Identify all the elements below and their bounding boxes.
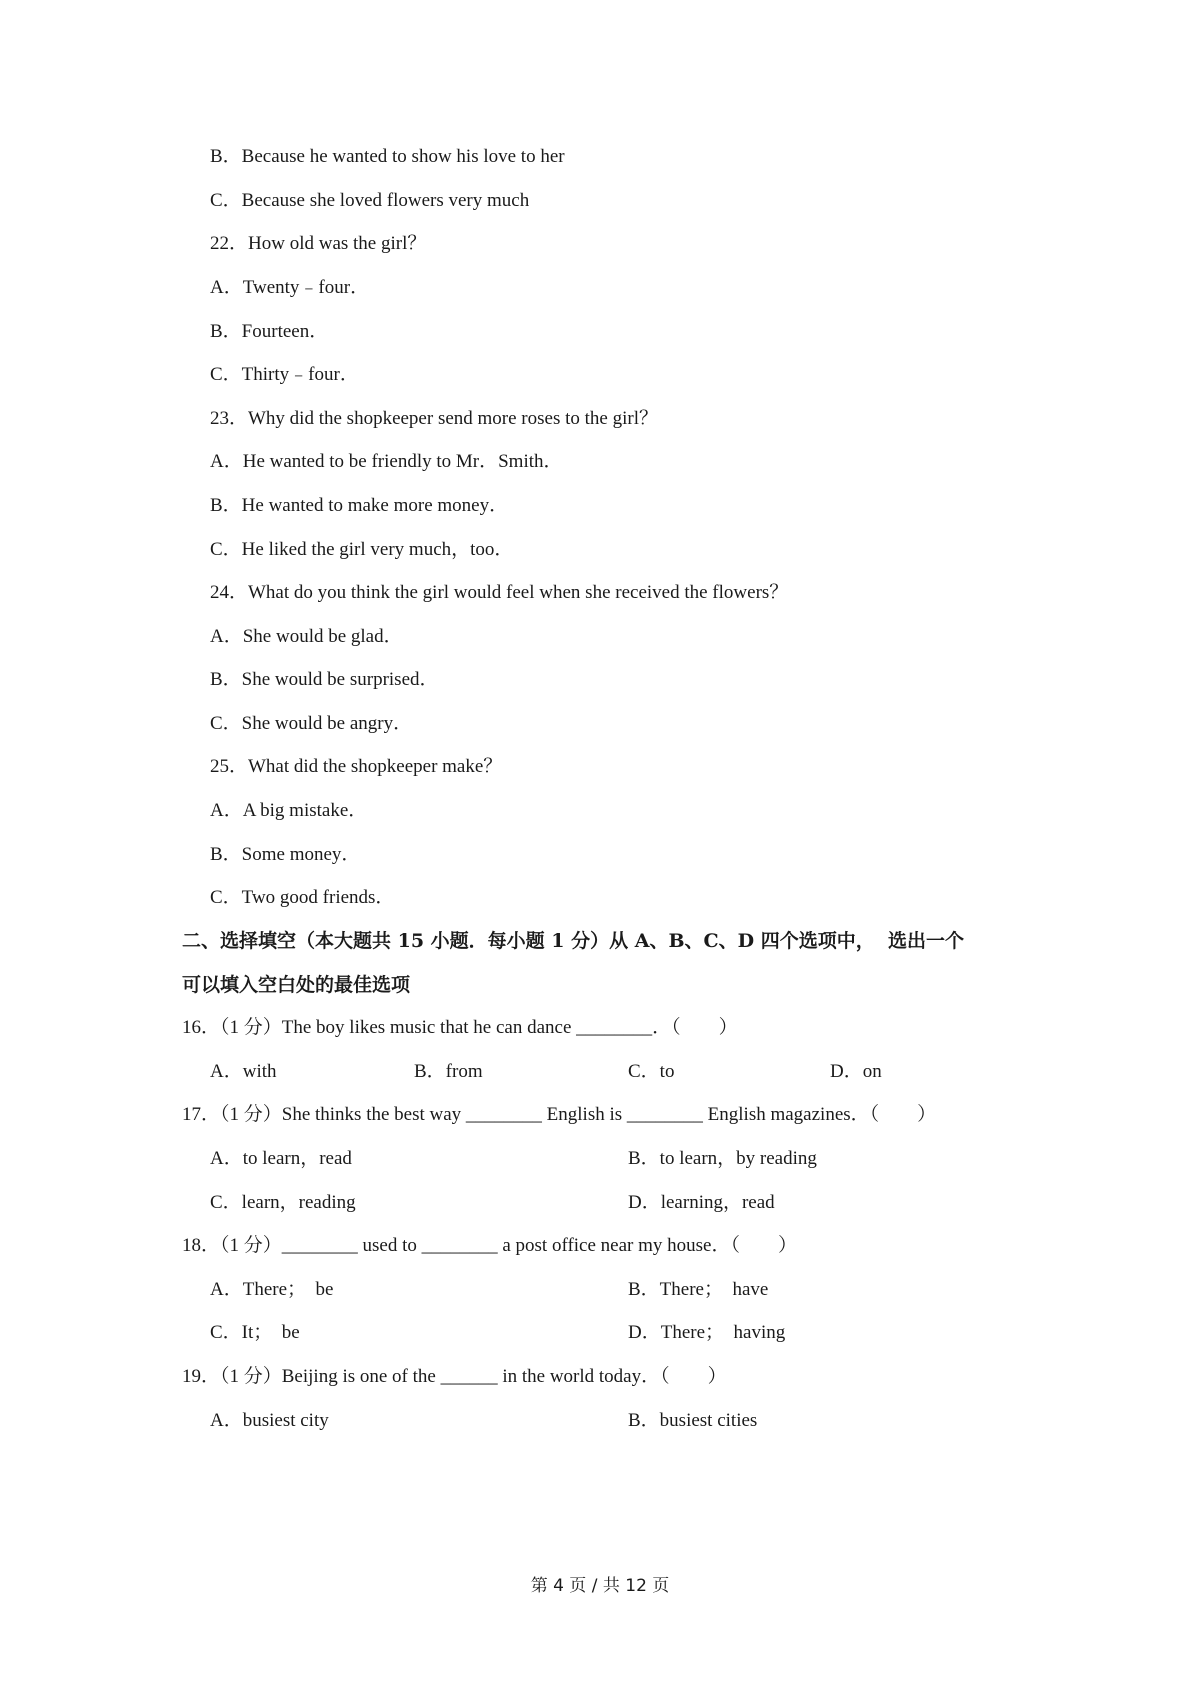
- q25-stem: 25．What did the shopkeeper make？: [210, 756, 503, 777]
- q24-option-b: B．She would be surprised．: [210, 669, 439, 690]
- q23-option-c: C．He liked the girl very much，too．: [210, 539, 514, 560]
- q19-stem: 19．（1 分）Beijing is one of the ______ in the world today．（ ）: [182, 1366, 727, 1387]
- page-footer: 第 4 页 / 共 12 页: [530, 1576, 670, 1596]
- q23-option-a: A．He wanted to be friendly to Mr．Smith．: [210, 451, 563, 472]
- q16-option-a: A．with: [210, 1061, 277, 1082]
- q16-option-b: B．from: [414, 1061, 483, 1082]
- q17-option-b: B．to learn，by reading: [628, 1148, 817, 1169]
- section-heading-line2: 可以填入空白处的最佳选项: [182, 974, 411, 996]
- q18-option-b: B．There； have: [628, 1279, 769, 1300]
- q19-option-a: A．busiest city: [210, 1410, 329, 1431]
- q17-option-c: C．learn，reading: [210, 1192, 356, 1213]
- q23-option-b: B．He wanted to make more money．: [210, 495, 509, 516]
- q24-option-c: C．She would be angry．: [210, 713, 413, 734]
- q22-option-a: A．Twenty﹣four．: [210, 277, 370, 298]
- q17-stem: 17．（1 分）She thinks the best way ________ English is ________ English magazines．（ ）: [182, 1104, 937, 1125]
- q22-option-c: C．Thirty﹣four．: [210, 364, 359, 385]
- q18-option-a: A．There； be: [210, 1279, 334, 1300]
- q23-stem: 23．Why did the shopkeeper send more roses to the girl？: [210, 408, 658, 429]
- q21-option-b: B．Because he wanted to show his love to her: [210, 146, 565, 167]
- q24-option-a: A．She would be glad．: [210, 626, 403, 647]
- q18-stem: 18．（1 分）________ used to ________ a post office near my house．（ ）: [182, 1235, 797, 1256]
- q18-option-c: C．It； be: [210, 1322, 300, 1343]
- q25-option-a: A．A big mistake．: [210, 800, 368, 821]
- q17-option-d: D．learning，read: [628, 1192, 775, 1213]
- q16-stem: 16．（1 分）The boy likes music that he can dance ________．（ ）: [182, 1017, 738, 1038]
- q22-option-b: B．Fourteen．: [210, 321, 329, 342]
- q25-option-c: C．Two good friends．: [210, 887, 395, 908]
- q18-option-d: D．There； having: [628, 1322, 786, 1343]
- section-heading-line1: 二、选择填空（本大题共 15 小题．每小题 1 分）从 A、B、C、D 四个选项中， 选出一个: [182, 930, 964, 952]
- q25-option-b: B．Some money．: [210, 844, 361, 865]
- q16-option-d: D．on: [830, 1061, 882, 1082]
- q24-stem: 24．What do you think the girl would feel when she received the flowers？: [210, 582, 789, 603]
- q16-option-c: C．to: [628, 1061, 675, 1082]
- q17-option-a: A．to learn，read: [210, 1148, 352, 1169]
- q22-stem: 22．How old was the girl？: [210, 233, 427, 254]
- q19-option-b: B．busiest cities: [628, 1410, 758, 1431]
- q21-option-c: C．Because she loved flowers very much: [210, 190, 530, 211]
